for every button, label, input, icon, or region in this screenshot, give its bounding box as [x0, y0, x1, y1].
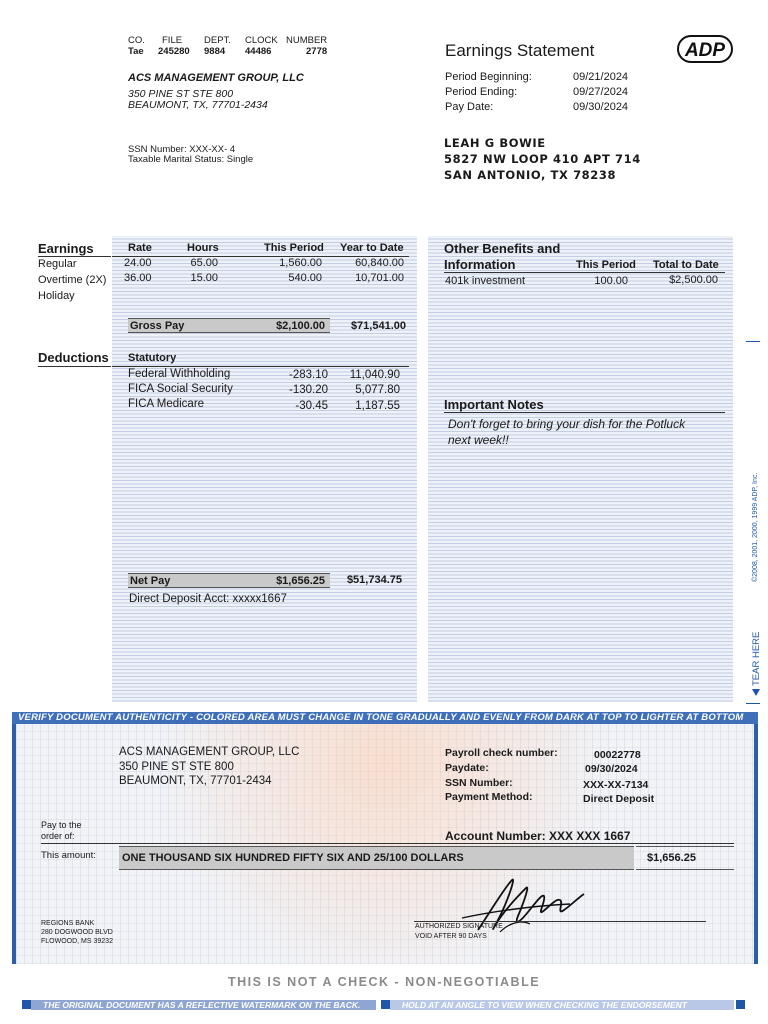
signature-image	[460, 872, 590, 942]
bank-info	[41, 919, 113, 946]
copyright-text: ©2008, 2001, 2000, 1999 ADP, Inc.	[752, 472, 759, 582]
earning-rate: 36.00	[124, 272, 152, 284]
check-payment-method-value: Direct Deposit	[583, 793, 655, 805]
check-company-addr2: BEAUMONT, TX, 77701-2434	[119, 775, 272, 787]
gross-pay-period: $2,100.00	[276, 320, 325, 332]
account-number: Account Number: XXX XXX 1667	[445, 829, 631, 843]
pay-date-value: 09/30/2024	[573, 101, 629, 113]
benefit-total: $2,500.00	[669, 274, 718, 286]
deduction-this-period: -283.10	[288, 369, 328, 381]
check-number-label: Payroll check number:	[445, 747, 558, 759]
direct-deposit-line: Direct Deposit Acct: xxxxx1667	[129, 593, 287, 605]
svg-text:ADP: ADP	[684, 40, 726, 61]
earning-name: Overtime (2X)	[38, 274, 107, 286]
file-value: 245280	[158, 46, 190, 57]
col-this-period: This Period	[264, 242, 324, 254]
period-ending-value: 09/27/2024	[573, 86, 629, 98]
earnings-title: Earnings	[38, 241, 94, 256]
not-a-check-label: THIS IS NOT A CHECK - NON-NEGOTIABLE	[227, 975, 541, 989]
benefits-panel-background	[428, 236, 733, 702]
pay-to-label-line1: Pay to the	[41, 820, 82, 830]
deduction-this-period: -130.20	[288, 384, 328, 396]
check-ssn-label: SSN Number:	[445, 777, 513, 789]
dept-label: DEPT.	[204, 35, 231, 46]
amount-figure: $1,656.25	[647, 852, 696, 864]
benefits-col-this-period: This Period	[576, 259, 636, 271]
amount-words: ONE THOUSAND SIX HUNDRED FIFTY SIX AND 25/100 DOLLARS	[122, 852, 464, 864]
deduction-ytd: 11,040.90	[349, 369, 400, 381]
earning-name: Holiday	[38, 290, 75, 302]
bank-address-line2: FLOWOOD, MS 39232	[41, 938, 113, 945]
earning-ytd: 10,701.00	[355, 272, 404, 284]
authorized-signature-label: AUTHORIZED SIGNATURE	[415, 923, 503, 930]
bank-address-line1: 280 DOGWOOD BLVD	[41, 929, 113, 936]
notes-line2: next week!!	[448, 433, 509, 447]
deduction-name: Federal Withholding	[128, 368, 231, 380]
number-value: 2778	[306, 46, 328, 57]
check-ssn-value: XXX-XX-7134	[583, 779, 649, 791]
notes-line1: Don't forget to bring your dish for the Potluck	[448, 417, 686, 431]
check-paydate-label: Paydate:	[445, 762, 489, 774]
deduction-name: FICA Medicare	[128, 398, 205, 410]
clock-label: CLOCK	[245, 35, 278, 46]
statement-title: Earnings Statement	[445, 41, 595, 60]
tear-arrow-icon	[752, 689, 760, 696]
check-company-name: ACS MANAGEMENT GROUP, LLC	[119, 746, 300, 758]
deductions-title: Deductions	[38, 350, 109, 365]
statutory-label: Statutory	[128, 352, 177, 364]
earning-ytd: 60,840.00	[355, 257, 404, 269]
earnings-panel-background	[112, 236, 417, 702]
earning-hours: 65.00	[190, 257, 218, 269]
col-rate: Rate	[128, 242, 152, 254]
earning-hours: 15.00	[190, 272, 218, 284]
earning-this-period: 1,560.00	[279, 257, 322, 269]
benefit-this-period: 100.00	[594, 275, 628, 287]
pay-date-label: Pay Date:	[445, 101, 494, 113]
deduction-ytd: 5,077.80	[355, 384, 400, 396]
col-hours: Hours	[187, 242, 219, 254]
tear-mark-bottom	[746, 703, 760, 704]
period-beginning-label: Period Beginning:	[445, 71, 532, 83]
net-pay-ytd: $51,734.75	[346, 574, 402, 586]
amount-label: This amount:	[41, 850, 96, 861]
check-number-value: 00022778	[594, 749, 641, 761]
footer-left-band: THE ORIGINAL DOCUMENT HAS A REFLECTIVE WATERMARK ON THE BACK.	[31, 1000, 376, 1010]
pay-to-line	[41, 843, 734, 844]
benefits-col-total-to-date: Total to Date	[653, 259, 719, 271]
deduction-ytd: 1,187.55	[355, 400, 400, 412]
marital-status-line: Taxable Marital Status: Single	[128, 154, 254, 165]
benefits-title-line2: Information	[444, 257, 516, 272]
file-label: FILE	[162, 35, 183, 46]
footer-square-left	[22, 1000, 31, 1009]
co-value: Tae	[128, 46, 144, 57]
company-name: ACS MANAGEMENT GROUP, LLC	[128, 72, 304, 84]
benefit-name: 401k investment	[445, 275, 526, 287]
bank-name: REGIONS BANK	[41, 920, 95, 927]
gross-pay-label: Gross Pay	[130, 320, 185, 332]
deduction-name: FICA Social Security	[128, 383, 233, 395]
footer-square-middle	[381, 1000, 390, 1009]
earning-rate: 24.00	[124, 257, 152, 269]
number-label: NUMBER	[286, 35, 328, 46]
pay-to-label-line2: order of:	[41, 831, 75, 841]
ssn-line: SSN Number: XXX-XX- 4	[128, 144, 236, 155]
check-company-addr1: 350 PINE ST STE 800	[119, 761, 234, 773]
adp-logo	[677, 35, 733, 63]
deduction-this-period: -30.45	[295, 400, 328, 412]
check-paydate-value: 09/30/2024	[585, 763, 638, 775]
signature-line	[414, 921, 706, 922]
period-ending-label: Period Ending:	[445, 86, 518, 98]
net-pay-period: $1,656.25	[276, 575, 325, 587]
benefits-title-line1: Other Benefits and	[444, 241, 561, 256]
void-after-label: VOID AFTER 90 DAYS	[415, 933, 487, 940]
period-beginning-value: 09/21/2024	[573, 71, 629, 83]
earning-name: Regular	[38, 258, 77, 270]
net-pay-label: Net Pay	[130, 575, 171, 587]
tear-mark-top	[746, 341, 760, 342]
col-year-to-date: Year to Date	[340, 242, 404, 254]
company-address-line2: BEAUMONT, TX, 77701-2434	[128, 99, 268, 111]
dept-value: 9884	[204, 46, 226, 57]
verify-banner: VERIFY DOCUMENT AUTHENTICITY - COLORED AREA MUST CHANGE IN TONE GRADUALLY AND EVENLY FROM DARK AT TOP TO LIGHTER AT BOTTOM	[12, 712, 758, 724]
gross-pay-ytd: $71,541.00	[350, 320, 406, 332]
check-payment-method-label: Payment Method:	[445, 791, 533, 803]
important-notes-title: Important Notes	[444, 397, 544, 412]
employee-address-line1: 5827 NW LOOP 410 APT 714	[444, 152, 641, 166]
footer-right-band: HOLD AT AN ANGLE TO VIEW WHEN CHECKING THE ENDORSEMENT	[390, 1000, 734, 1010]
clock-value: 44486	[245, 46, 272, 57]
tear-here-label: TEAR HERE	[751, 631, 762, 686]
employee-name: LEAH G BOWIE	[444, 136, 546, 150]
company-address-line1: 350 PINE ST STE 800	[128, 88, 234, 100]
co-label: CO.	[128, 35, 145, 46]
earning-this-period: 540.00	[288, 272, 322, 284]
footer-square-right	[736, 1000, 745, 1009]
employee-address-line2: SAN ANTONIO, TX 78238	[444, 168, 617, 182]
